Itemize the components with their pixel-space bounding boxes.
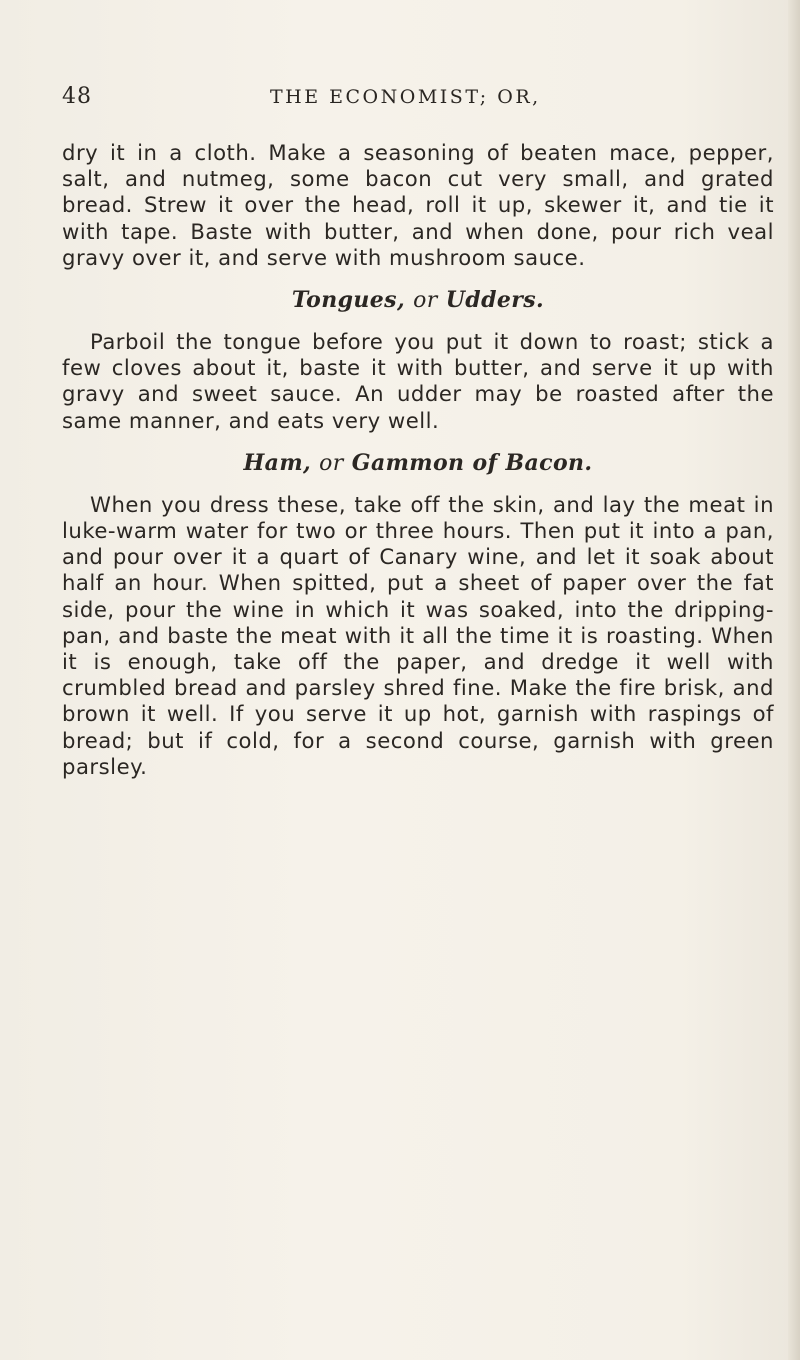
heading-tongues-udders	[62, 287, 774, 314]
paragraph-tongues: Parboil the tongue before you put it down to roast; stick a few cloves about it, baste it with butter, and serve it up with gravy and sweet sauce. An udder may be roasted after the same manner, and eats very well.	[62, 329, 774, 433]
heading-conjunction: or	[319, 450, 344, 476]
running-title: THE ECONOMIST; OR,	[270, 86, 541, 108]
page-body	[62, 140, 774, 780]
heading-udders: Udders.	[445, 287, 545, 314]
heading-tongues: Tongues,	[291, 287, 406, 314]
paragraph-seasoning: dry it in a cloth. Make a seasoning of beaten mace, pepper, salt, and nutmeg, some bacon cut very small, and grated bread. Strew it over the head, roll it up, skewer it, and tie it with tape. Baste with butter, and when done, pour rich veal gravy over it, and serve with mushroom sauce.	[62, 140, 774, 270]
heading-ham: Ham,	[243, 449, 312, 476]
page-number: 48	[62, 84, 92, 109]
page-edge	[788, 0, 800, 1360]
heading-ham-bacon	[62, 450, 774, 477]
paragraph-ham: When you dress these, take off the skin, and lay the meat in luke-warm water for two or three hours. Then put it into a pan, and pour over it a quart of Canary wine, and let it soak about half an hour. When spitted, put a sheet of paper over the fat side, pour the wine in which it was soaked, into the dripping-pan, and baste the meat with it all the time it is roasting. When it is enough, take off the paper, and dredge it well with crumbled bread and parsley shred fine. Make the fire brisk, and brown it well. If you serve it up hot, garnish with raspings of bread; but if cold, for a second course, garnish with green parsley.	[62, 491, 774, 779]
heading-gammon: Gammon of Bacon.	[351, 449, 593, 476]
heading-conjunction: or	[413, 288, 438, 314]
running-head	[62, 84, 762, 114]
